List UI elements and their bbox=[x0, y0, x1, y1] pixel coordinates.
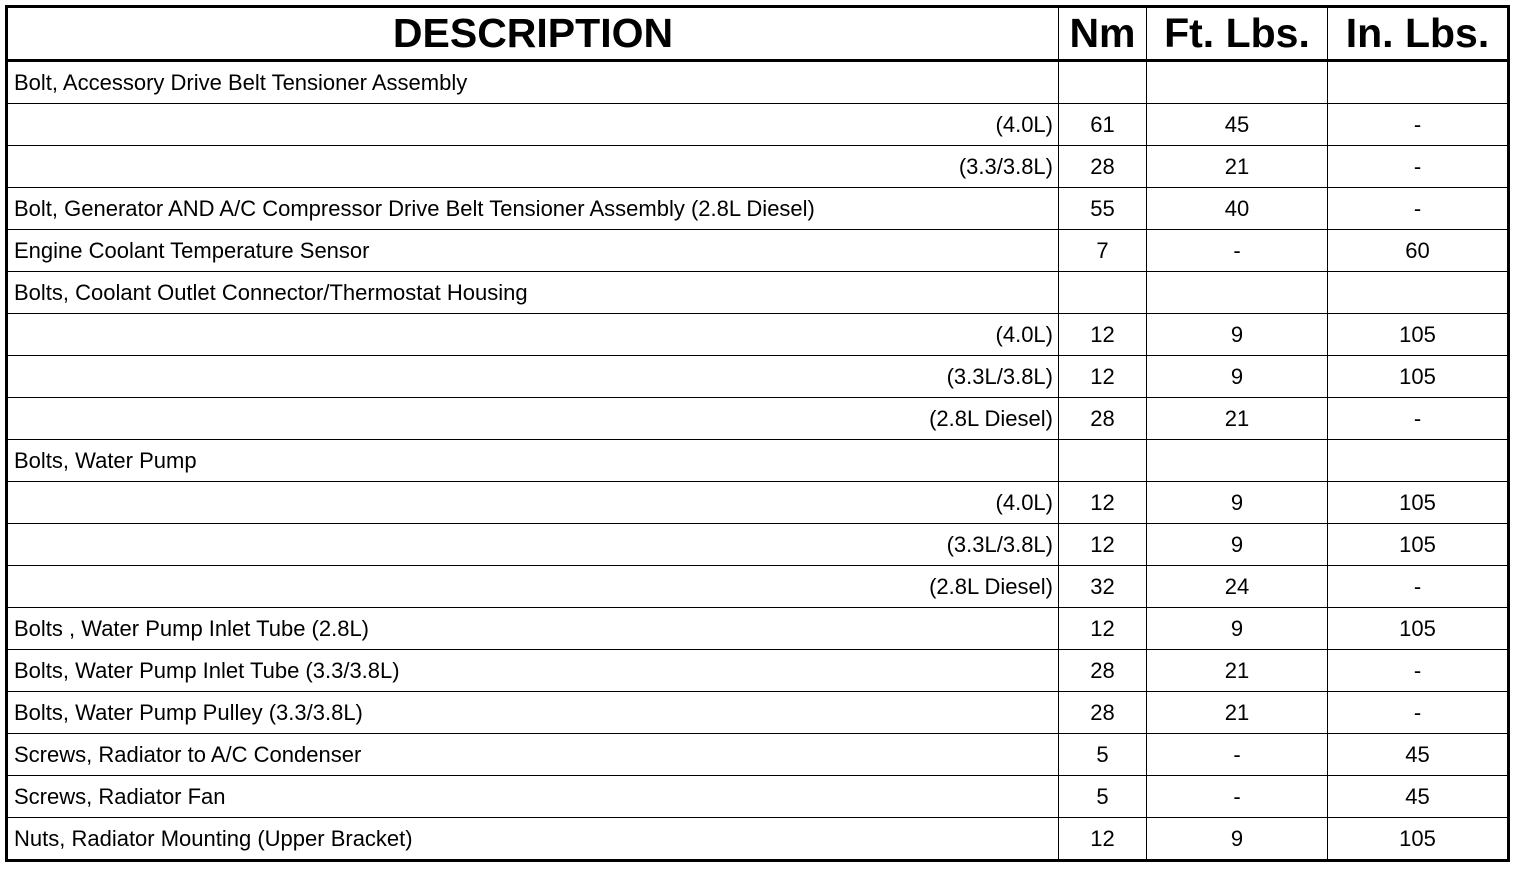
engine-variant-cell: (4.0L) bbox=[7, 314, 1059, 356]
nm-cell: 32 bbox=[1059, 566, 1147, 608]
nm-cell: 28 bbox=[1059, 650, 1147, 692]
table-row bbox=[7, 524, 1509, 566]
description-cell: Bolts , Water Pump Inlet Tube (2.8L) bbox=[7, 608, 1059, 650]
in-lbs-cell: 105 bbox=[1328, 314, 1509, 356]
table-row bbox=[7, 734, 1509, 776]
in-lbs-column-header: In. Lbs. bbox=[1328, 7, 1509, 61]
nm-cell: 28 bbox=[1059, 146, 1147, 188]
description-cell: Screws, Radiator to A/C Condenser bbox=[7, 734, 1059, 776]
in-lbs-cell: 105 bbox=[1328, 608, 1509, 650]
engine-variant-cell: (2.8L Diesel) bbox=[7, 398, 1059, 440]
in-lbs-cell bbox=[1328, 440, 1509, 482]
table-row bbox=[7, 356, 1509, 398]
in-lbs-cell: - bbox=[1328, 398, 1509, 440]
table-row bbox=[7, 608, 1509, 650]
table-row bbox=[7, 61, 1509, 104]
nm-cell: 12 bbox=[1059, 356, 1147, 398]
table-row bbox=[7, 272, 1509, 314]
in-lbs-cell: 105 bbox=[1328, 524, 1509, 566]
ft-lbs-cell: - bbox=[1147, 776, 1328, 818]
table-row bbox=[7, 482, 1509, 524]
engine-variant-cell: (3.3L/3.8L) bbox=[7, 356, 1059, 398]
table-row bbox=[7, 776, 1509, 818]
nm-cell: 12 bbox=[1059, 608, 1147, 650]
ft-lbs-cell: 9 bbox=[1147, 818, 1328, 861]
ft-lbs-cell: 45 bbox=[1147, 104, 1328, 146]
description-cell: Engine Coolant Temperature Sensor bbox=[7, 230, 1059, 272]
ft-lbs-cell: - bbox=[1147, 230, 1328, 272]
table-row bbox=[7, 440, 1509, 482]
engine-variant-cell: (3.3/3.8L) bbox=[7, 146, 1059, 188]
table-row bbox=[7, 314, 1509, 356]
in-lbs-cell: - bbox=[1328, 104, 1509, 146]
ft-lbs-cell: 21 bbox=[1147, 650, 1328, 692]
in-lbs-cell: 45 bbox=[1328, 734, 1509, 776]
ft-lbs-cell: 9 bbox=[1147, 608, 1328, 650]
in-lbs-cell: 105 bbox=[1328, 482, 1509, 524]
nm-cell bbox=[1059, 272, 1147, 314]
engine-variant-cell: (2.8L Diesel) bbox=[7, 566, 1059, 608]
engine-variant-cell: (3.3L/3.8L) bbox=[7, 524, 1059, 566]
nm-cell: 7 bbox=[1059, 230, 1147, 272]
in-lbs-cell: 45 bbox=[1328, 776, 1509, 818]
table-row bbox=[7, 230, 1509, 272]
in-lbs-cell: - bbox=[1328, 650, 1509, 692]
nm-cell: 12 bbox=[1059, 818, 1147, 861]
in-lbs-cell: - bbox=[1328, 188, 1509, 230]
description-cell: Bolts, Water Pump Pulley (3.3/3.8L) bbox=[7, 692, 1059, 734]
ft-lbs-cell bbox=[1147, 61, 1328, 104]
nm-cell bbox=[1059, 61, 1147, 104]
table-row bbox=[7, 146, 1509, 188]
description-cell: Bolts, Water Pump Inlet Tube (3.3/3.8L) bbox=[7, 650, 1059, 692]
ft-lbs-cell: 9 bbox=[1147, 314, 1328, 356]
description-cell: Bolt, Accessory Drive Belt Tensioner Assembly bbox=[7, 61, 1059, 104]
in-lbs-cell: - bbox=[1328, 146, 1509, 188]
description-cell: Bolt, Generator AND A/C Compressor Drive Belt Tensioner Assembly (2.8L Diesel) bbox=[7, 188, 1059, 230]
ft-lbs-column-header: Ft. Lbs. bbox=[1147, 7, 1328, 61]
ft-lbs-cell bbox=[1147, 272, 1328, 314]
ft-lbs-cell: 21 bbox=[1147, 146, 1328, 188]
table-row bbox=[7, 566, 1509, 608]
ft-lbs-cell: 24 bbox=[1147, 566, 1328, 608]
nm-cell: 28 bbox=[1059, 692, 1147, 734]
table-body bbox=[7, 61, 1509, 861]
in-lbs-cell: 105 bbox=[1328, 356, 1509, 398]
description-cell: Bolts, Water Pump bbox=[7, 440, 1059, 482]
table-row bbox=[7, 818, 1509, 861]
in-lbs-cell: - bbox=[1328, 566, 1509, 608]
table-row bbox=[7, 650, 1509, 692]
nm-cell: 5 bbox=[1059, 776, 1147, 818]
in-lbs-cell bbox=[1328, 272, 1509, 314]
ft-lbs-cell: 21 bbox=[1147, 692, 1328, 734]
nm-cell: 12 bbox=[1059, 524, 1147, 566]
description-column-header: DESCRIPTION bbox=[7, 7, 1059, 61]
ft-lbs-cell: 9 bbox=[1147, 356, 1328, 398]
in-lbs-cell: 105 bbox=[1328, 818, 1509, 861]
ft-lbs-cell bbox=[1147, 440, 1328, 482]
engine-variant-cell: (4.0L) bbox=[7, 482, 1059, 524]
table-row bbox=[7, 398, 1509, 440]
description-cell: Nuts, Radiator Mounting (Upper Bracket) bbox=[7, 818, 1059, 861]
ft-lbs-cell: - bbox=[1147, 734, 1328, 776]
ft-lbs-cell: 9 bbox=[1147, 524, 1328, 566]
nm-cell: 12 bbox=[1059, 482, 1147, 524]
table-row bbox=[7, 692, 1509, 734]
nm-column-header: Nm bbox=[1059, 7, 1147, 61]
description-cell: Screws, Radiator Fan bbox=[7, 776, 1059, 818]
ft-lbs-cell: 21 bbox=[1147, 398, 1328, 440]
in-lbs-cell: 60 bbox=[1328, 230, 1509, 272]
header-row bbox=[7, 7, 1509, 61]
table-row bbox=[7, 104, 1509, 146]
nm-cell: 12 bbox=[1059, 314, 1147, 356]
torque-spec-table bbox=[5, 5, 1510, 862]
nm-cell: 55 bbox=[1059, 188, 1147, 230]
table-row bbox=[7, 188, 1509, 230]
in-lbs-cell bbox=[1328, 61, 1509, 104]
nm-cell: 28 bbox=[1059, 398, 1147, 440]
ft-lbs-cell: 9 bbox=[1147, 482, 1328, 524]
nm-cell bbox=[1059, 440, 1147, 482]
table-header bbox=[7, 7, 1509, 61]
in-lbs-cell: - bbox=[1328, 692, 1509, 734]
description-cell: Bolts, Coolant Outlet Connector/Thermostat Housing bbox=[7, 272, 1059, 314]
nm-cell: 61 bbox=[1059, 104, 1147, 146]
ft-lbs-cell: 40 bbox=[1147, 188, 1328, 230]
nm-cell: 5 bbox=[1059, 734, 1147, 776]
engine-variant-cell: (4.0L) bbox=[7, 104, 1059, 146]
